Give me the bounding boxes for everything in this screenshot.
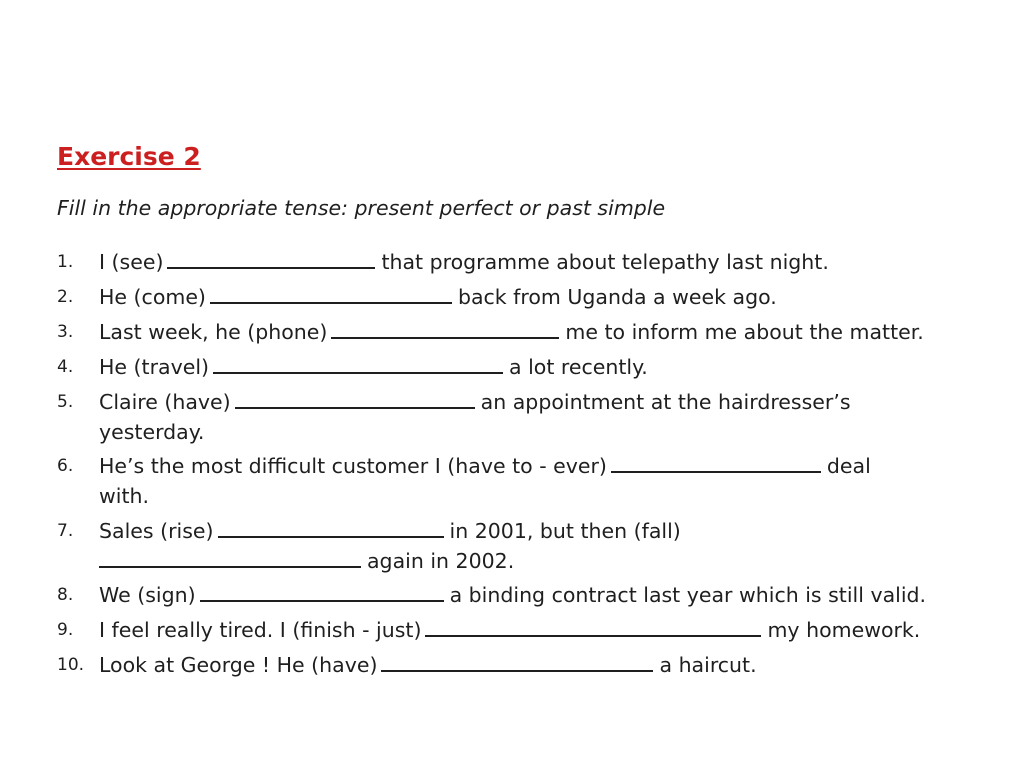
item-text-before: We (sign) bbox=[99, 583, 196, 607]
item-number: 6. bbox=[57, 456, 74, 476]
item-text-after: a lot recently. bbox=[509, 355, 648, 379]
item-text-after: back from Uganda a week ago. bbox=[457, 285, 777, 309]
item-text-after: my homework. bbox=[767, 618, 921, 642]
exercise-instruction: Fill in the appropriate tense: present perfect or past simple bbox=[57, 196, 666, 220]
item-text-after: me to inform me about the matter. bbox=[565, 320, 924, 344]
item-text-before: He’s the most difficult customer I (have to - ever) bbox=[99, 454, 607, 478]
item-text-line2: yesterday. bbox=[99, 420, 205, 444]
item-text-before: Sales (rise) bbox=[99, 519, 214, 543]
item-text-before: Last week, he (phone) bbox=[99, 320, 328, 344]
answer-blank-5[interactable] bbox=[235, 389, 475, 409]
answer-blank-2[interactable] bbox=[210, 284, 452, 304]
item-number: 4. bbox=[57, 357, 74, 377]
exercise-title: Exercise 2 bbox=[57, 142, 201, 171]
answer-blank-9[interactable] bbox=[425, 617, 761, 637]
answer-blank-7b[interactable] bbox=[99, 548, 361, 568]
item-text-after: in 2001, but then (fall) bbox=[449, 519, 681, 543]
item-number: 1. bbox=[57, 252, 74, 272]
item-text-line2: with. bbox=[99, 484, 150, 508]
item-text-before: Look at George ! He (have) bbox=[99, 653, 378, 677]
item-text-after: a haircut. bbox=[659, 653, 757, 677]
item-number: 3. bbox=[57, 322, 74, 342]
item-text-before: I (see) bbox=[99, 250, 164, 274]
answer-blank-3[interactable] bbox=[331, 319, 559, 339]
item-number: 10. bbox=[57, 655, 85, 675]
answer-blank-1[interactable] bbox=[167, 249, 375, 269]
item-number: 8. bbox=[57, 585, 74, 605]
item-text-after: an appointment at the hairdresser’s bbox=[480, 390, 851, 414]
item-number: 9. bbox=[57, 620, 74, 640]
answer-blank-7a[interactable] bbox=[218, 518, 444, 538]
answer-blank-6[interactable] bbox=[611, 453, 821, 473]
item-number: 7. bbox=[57, 521, 74, 541]
item-number: 5. bbox=[57, 392, 74, 412]
item-text-before: I feel really tired. I (finish - just) bbox=[99, 618, 422, 642]
item-text-after: a binding contract last year which is still valid. bbox=[449, 583, 927, 607]
answer-blank-10[interactable] bbox=[381, 652, 653, 672]
answer-blank-4[interactable] bbox=[213, 354, 503, 374]
item-number: 2. bbox=[57, 287, 74, 307]
item-text-after: that programme about telepathy last night. bbox=[381, 250, 829, 274]
item-text-line2-after: again in 2002. bbox=[367, 549, 515, 573]
item-text-before: He (come) bbox=[99, 285, 206, 309]
item-text-after: deal bbox=[826, 454, 871, 478]
answer-blank-8[interactable] bbox=[200, 582, 444, 602]
item-text-before: Claire (have) bbox=[99, 390, 231, 414]
item-text-before: He (travel) bbox=[99, 355, 210, 379]
